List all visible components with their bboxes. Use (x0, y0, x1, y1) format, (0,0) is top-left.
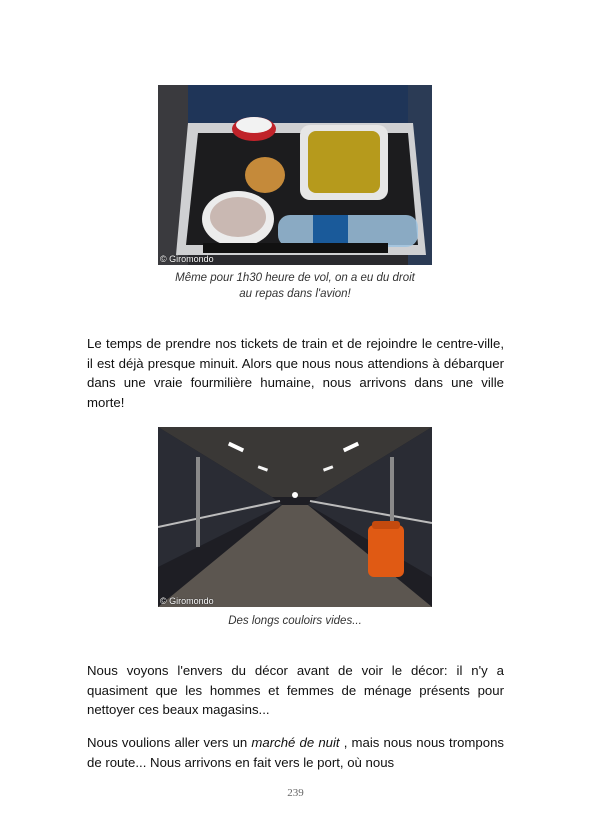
photo-caption: Des longs couloirs vides... (228, 615, 362, 627)
paragraph (87, 334, 504, 412)
emphasis-text: marché de nuit (251, 735, 340, 750)
paragraph-text: Nous voulions aller vers un (87, 735, 252, 750)
paragraph-text: Le temps de prendre nos tickets de train et de rejoindre le centre-ville, il est déjà presque minuit. Alors que nous nous attendions à débarquer dans une vraie fourmilière humaine, nous arrivons dans une ville morte! (87, 336, 504, 410)
photo-credit: © Giromondo (160, 254, 214, 264)
caption-line: Même pour 1h30 heure de vol, on a eu du droit (175, 272, 415, 284)
paragraph (87, 733, 504, 772)
paragraph-text: Nous voyons l'envers du décor avant de voir le décor: il n'y a quasiment que les hommes et femmes de ménage présents pour nettoyer ces beaux magasins... (87, 663, 504, 717)
page-number: 239 (287, 787, 304, 799)
meal-tray-photo (158, 85, 432, 265)
caption-line: au repas dans l'avion! (239, 288, 351, 300)
paragraph-text: , mais nous nous trompons de route... Nous arrivons en fait vers le port, où nous (87, 735, 505, 770)
paragraph (87, 661, 504, 720)
photo-credit: © Giromondo (160, 596, 214, 606)
photo-caption (120, 270, 470, 302)
corridor-photo (158, 427, 432, 607)
